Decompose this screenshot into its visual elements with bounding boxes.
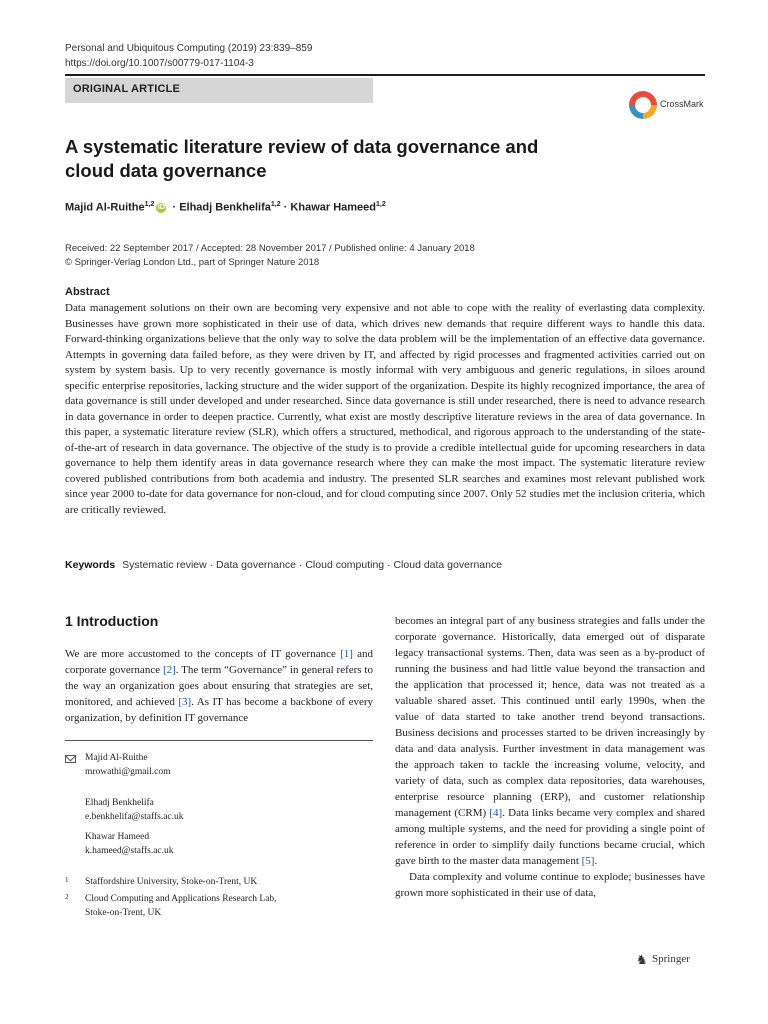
author-name[interactable]: Elhadj Benkhelifa [179,201,271,214]
affiliation-text: Cloud Computing and Applications Research Lab, [85,894,277,904]
contact-entry [85,752,365,779]
citation-link[interactable]: [2] [162,664,176,676]
citation-link[interactable]: [5] [581,855,595,867]
affiliation-number: 1 [65,876,69,884]
body-text: . Data links became very complex and shared among multiple systems, and the need for providing a single point of reference in order to simplify daily functions became crucial, which gave birth to the master data management [395,807,705,867]
dates-line: Received: 22 September 2017 / Accepted: 28 November 2017 / Published online: 4 January 2018 [65,243,475,254]
author-affiliation-sup: 1,2 [376,201,386,208]
citation-link[interactable]: [1] [340,648,353,660]
contact-entry [85,831,365,858]
contact-name: Majid Al-Ruithe [85,753,148,763]
article-type-bar [65,78,373,103]
author-affiliation-sup: 1,2 [270,201,281,208]
crossmark-badge[interactable] [629,91,739,121]
copyright-line: © Springer-Verlag London Ltd., part of Springer Nature 2018 [65,257,320,268]
contact-name: Khawar Hameed [85,832,150,842]
body-text: and corporate governance [65,648,373,676]
abstract-heading: Abstract [65,286,110,298]
crossmark-label: CrossMark [660,99,704,109]
affiliation-item [65,876,373,892]
journal-citation: Personal and Ubiquitous Computing (2019) 23:839–859 [65,43,313,54]
orcid-icon[interactable]: iD [157,203,165,211]
body-text: We are more accustomed to the concepts of IT governance [65,648,341,660]
author-separator: · [172,201,177,214]
crossmark-icon [629,91,657,119]
correspondence-block [65,752,373,862]
body-text: becomes an integral part of any business strategies and falls under the corporate governance. Historically, data emerged out of disparate legacy transactional systems. Then, data was seen as a by-product of running the business and had little value beyond the transaction and the application that processed it; hence, data was not treated as a valuable shared asset. This continued until early 1990s, when the value of data started to take another trend beyond transactions. Business decisions and processes started to be driven increasingly by data and data analysis. Further investment in data management was the approach taken to tackle the increasing volume, velocity, and variety of data, such as complex data repositories, data warehouses, enterprise resource planning (ERP), and customer relationship management (CRM) [395,615,705,819]
contact-email[interactable]: mrowathi@gmail.com [85,766,171,777]
affiliation-text: Staffordshire University, Stoke-on-Trent, UK [85,877,258,887]
abstract-text: Data management solutions on their own are becoming very expensive and not able to cope with the reality of everlasting data complexity. Businesses have grown more sophisticated in their use of data, which drives new demands that require different ways to handle this data. Forward-thinking organizations believe that the only way to solve the data problem will be the implementation of an effective data governance. Attempts in governing data failed before, as they were driven by IT, and affected by rigid processes and fragmented activities carried out on system by system basis. Up to very recently governance is mostly informal with very ambiguous and generic regulations, in siloes around specific enterprise repositories, lacking structure and the wider support of the organization. Despite its highly recognized importance, the area of data governance is still under developed and under researched. Since data governance is still under researched, there is need to advance research in data governance in order to deepen practice. Currently, what exist are mostly descriptive literature reviews in the area of data governance. In this paper, a systematic literature review (SLR), which offers a structured, methodical, and rigorous approach to the understanding of the state-of-the-art of research in data governance. The objective of the study is to provide a credible intellectual guide for upcoming researchers in data governance to help them identify areas in data governance research where they can make the most impact. The systematic literature review covered published contributions from both academia and industry. The presented SLR searches and examines most relevant published work since year 2000 to-date for data governance for non-cloud, and for cloud computing since 2007. Only 52 studies met the inclusion criteria, which are critically reviewed. [65,302,705,516]
contact-entry [85,797,365,824]
body-text: . [594,855,598,867]
springer-horse-icon: ♞ [636,952,648,967]
header-rule [65,74,705,76]
contact-name: Elhadj Benkhelifa [85,798,154,808]
body-text: . As IT has become a backbone of every organization, by definition IT governance [65,696,373,724]
contact-email[interactable]: k.hameed@staffs.ac.uk [85,845,174,856]
paragraph: Data complexity and volume continue to explode; businesses have grown more sophisticated in their use of data, [395,871,705,899]
section-heading-introduction: 1 Introduction [65,613,159,629]
doi-link[interactable]: https://doi.org/10.1007/s00779-017-1104-3 [65,58,254,69]
author-name[interactable]: Khawar Hameed [290,201,377,214]
springer-logo [636,950,716,968]
springer-wordmark: Springer [652,953,690,965]
article-type-label: ORIGINAL ARTICLE [73,83,181,95]
keywords [65,559,502,571]
affiliation-number: 2 [65,893,69,901]
publication-dates [65,242,475,270]
footnote-rule [65,740,373,741]
citation-link[interactable]: [3] [178,696,192,708]
journal-header [65,41,312,71]
body-text: . The term “Governance” in general refers to the way an organization goes about ensuring that strategies are set, monitored, and achieved [65,664,373,708]
keywords-list: Systematic review · Data governance · Cloud computing · Cloud data governance [122,559,503,571]
author-list [65,201,386,214]
intro-column-left [65,646,373,726]
contact-email[interactable]: e.benkhelifa@staffs.ac.uk [85,811,184,822]
affiliation-text: Stoke-on-Trent, UK [85,908,162,918]
paragraph [395,613,705,869]
article-title: A systematic literature review of data governance and cloud data governance [65,136,539,181]
author-name[interactable]: Majid Al-Ruithe [65,201,145,214]
author-separator: · [283,201,288,214]
envelope-icon [65,755,76,763]
citation-link[interactable]: [4] [489,807,503,819]
affiliation-item [65,893,373,923]
keywords-label: Keywords [65,559,116,571]
author-affiliation-sup: 1,2 [144,201,155,208]
intro-column-right [395,613,705,901]
